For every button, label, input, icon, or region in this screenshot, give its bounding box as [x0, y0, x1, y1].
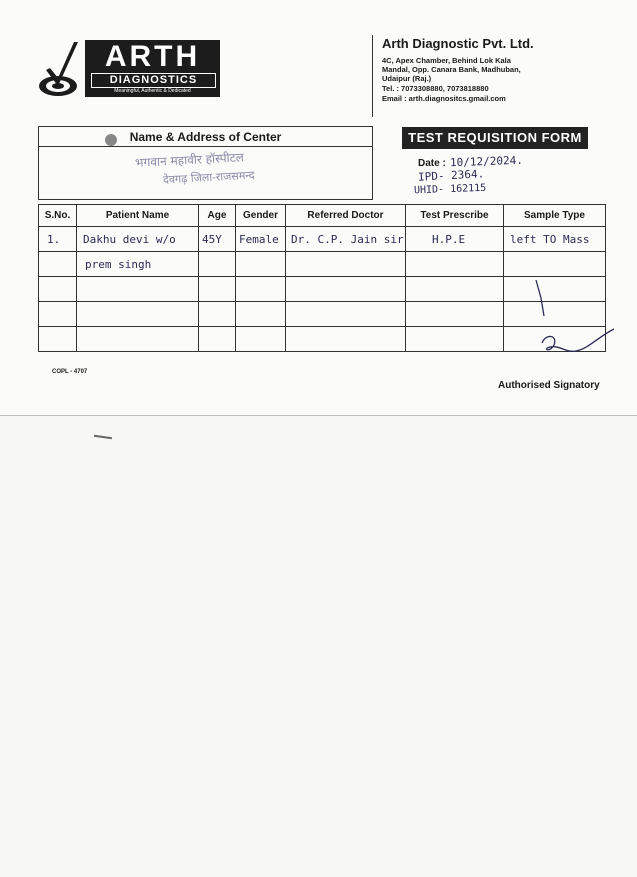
cell-age: [199, 302, 236, 327]
signature-scribble: [536, 323, 616, 363]
requisition-sheet: [0, 0, 637, 416]
center-stamp-line-1: भगवान महावीर हॉस्पीटल: [134, 150, 245, 170]
table-header-row: [39, 205, 606, 227]
handwritten-tick-mark: [534, 278, 548, 318]
cell-patient-name: [77, 302, 199, 327]
table-row: [39, 277, 606, 302]
target-checkmark-icon: [38, 40, 82, 98]
cell-gender: [236, 252, 286, 277]
cell-test-prescribe: [406, 327, 504, 352]
cell-age: [199, 277, 236, 302]
company-email: Email : arth.diagnositcs.gmail.com: [382, 94, 506, 103]
header-age: Age: [199, 205, 236, 227]
logo-wordmark: [85, 40, 220, 97]
table-row: [39, 302, 606, 327]
header-patient-name: Patient Name: [77, 205, 199, 227]
brand-name: ARTH: [104, 40, 201, 73]
table-row: [39, 227, 606, 252]
company-name: Arth Diagnostic Pvt. Ltd.: [382, 36, 534, 51]
cell-sample-type: [504, 252, 606, 277]
cell-age: 45Y: [199, 227, 236, 252]
cell-gender: [236, 302, 286, 327]
cell-patient-name: [77, 327, 199, 352]
date-value: 10/12/2024.: [449, 153, 524, 170]
cell-age: [199, 252, 236, 277]
cell-referred-doctor: [286, 277, 406, 302]
cell-patient-name: Dakhu devi w/o: [77, 227, 199, 252]
center-stamp-line-2: देवगढ़ जिला-राजसमन्द: [162, 168, 255, 187]
cell-gender: [236, 277, 286, 302]
authorised-signatory-label: Authorised Signatory: [498, 380, 600, 391]
cell-patient-name: prem singh: [77, 252, 199, 277]
cell-sno: [39, 327, 77, 352]
form-title: TEST REQUISITION FORM: [402, 127, 588, 149]
header-sno: S.No.: [39, 205, 77, 227]
header-divider: [372, 35, 373, 117]
brand-sub: DIAGNOSTICS: [91, 73, 216, 88]
form-code: COPL - 4707: [52, 369, 88, 375]
header-referred-doctor: Referred Doctor: [286, 205, 406, 227]
cell-sno: [39, 277, 77, 302]
cell-sno: [39, 252, 77, 277]
cell-gender: Female: [236, 227, 286, 252]
center-box-title: Name & Address of Center: [39, 127, 372, 147]
brand-tagline: Meaningful, Authentic & Dedicated: [114, 88, 191, 94]
date-label: Date :: [418, 158, 446, 169]
cell-test-prescribe: [406, 277, 504, 302]
table-row: [39, 327, 606, 352]
cell-referred-doctor: [286, 327, 406, 352]
cell-age: [199, 327, 236, 352]
ipd-number: IPD- 2364.: [417, 167, 485, 184]
cell-test-prescribe: [406, 302, 504, 327]
cell-referred-doctor: [286, 252, 406, 277]
cell-sample-type: left TO Mass: [504, 227, 606, 252]
company-logo: [38, 38, 201, 98]
table-row: [39, 252, 606, 277]
company-phone: Tel. : 7073308880, 7073818880: [382, 84, 489, 93]
blank-page-area: [0, 416, 637, 877]
header-sample-type: Sample Type: [504, 205, 606, 227]
cell-sno: 1.: [39, 227, 77, 252]
company-address-line-1: 4C, Apex Chamber, Behind Lok Kala: [382, 56, 511, 65]
cell-referred-doctor: [286, 302, 406, 327]
uhid-number: UHID- 162115: [413, 182, 487, 197]
cell-sno: [39, 302, 77, 327]
header-gender: Gender: [236, 205, 286, 227]
ink-blot: [105, 134, 117, 146]
cell-gender: [236, 327, 286, 352]
company-address-line-2: Mandal, Opp. Canara Bank, Madhuban,: [382, 65, 521, 74]
company-address-line-3: Udaipur (Raj.): [382, 74, 432, 83]
cell-sample-type: [504, 277, 606, 302]
cell-test-prescribe: H.P.E: [406, 227, 504, 252]
test-table: [38, 204, 606, 352]
center-address-box: [38, 126, 373, 200]
header-test-prescribe: Test Prescribe: [406, 205, 504, 227]
cell-test-prescribe: [406, 252, 504, 277]
cell-patient-name: [77, 277, 199, 302]
cell-referred-doctor: Dr. C.P. Jain sir: [286, 227, 406, 252]
